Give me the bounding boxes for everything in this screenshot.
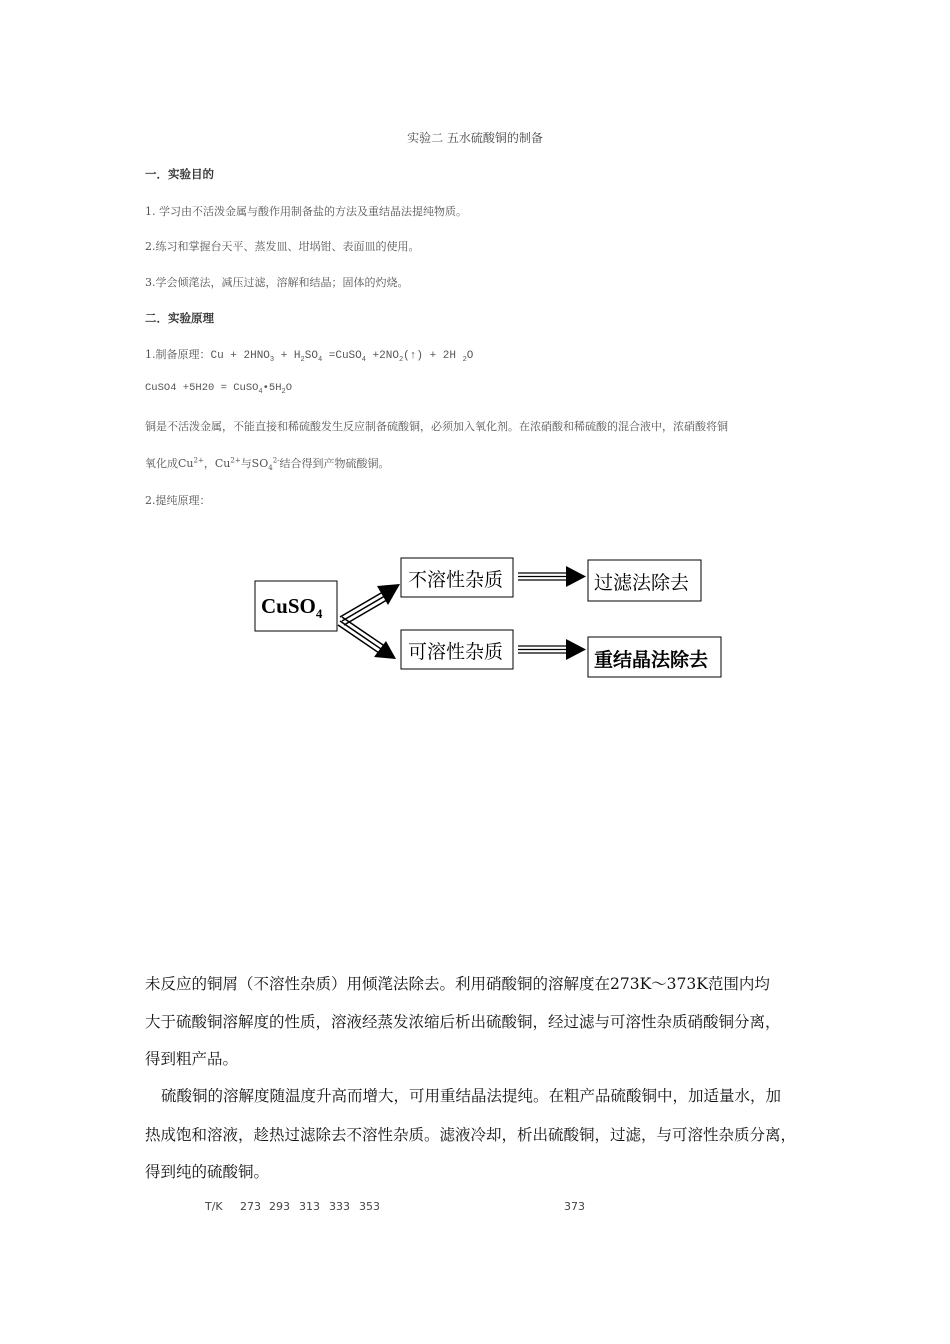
temperature-value: 313: [299, 1200, 320, 1213]
soluble-impurity-label: 可溶性杂质: [408, 641, 504, 663]
preparation-label: 1.制备原理：: [145, 348, 211, 361]
temperature-value: 273: [240, 1200, 261, 1213]
arrow-to-insoluble: [340, 584, 400, 625]
temperature-value: 293: [269, 1200, 290, 1213]
temperature-value: 333: [329, 1200, 350, 1213]
equation-1: $Cu + 2HNO_3 + H_2SO_4$ =CuSO$_4$ $+2NO_2(↑) + 2H$ $_2$O: [210, 350, 474, 365]
purpose-item-1: 1. 学习由不活泼金属与酸作用制备盐的方法及重结晶法提纯物质。: [145, 205, 467, 218]
filtration-label: 过滤法除去: [594, 572, 690, 594]
temperature-value: 373: [564, 1200, 585, 1213]
body-line-4: 硫酸铜的溶解度随温度升高而增大，可用重结晶法提纯。在粗产品硫酸铜中，加适量水，加: [161, 1087, 782, 1105]
temperature-label: T/K: [205, 1200, 223, 1213]
arrow-to-filtration: [518, 566, 586, 587]
principle-paragraph-line-2: 氧化成$Cu^{2+}$，$Cu^{2+}$与$SO_4^{2-}$结合得到产物硫酸铜。: [145, 456, 390, 473]
purpose-item-2: 2.练习和掌握台天平、蒸发皿、坩埚钳、表面皿的使用。: [145, 240, 420, 253]
body-line-1: 未反应的铜屑（不溶性杂质）用倾滗法除去。利用硝酸铜的溶解度在273K～373K范围内均: [145, 975, 770, 993]
insoluble-impurity-label: 不溶性杂质: [408, 569, 504, 591]
purification-flow-diagram: [250, 555, 730, 685]
temperature-value: 353: [359, 1200, 380, 1213]
body-line-3: 得到粗产品。: [145, 1050, 239, 1068]
arrow-to-recrystallization: [518, 639, 586, 660]
cuso4-label: CuSO$_4$: [261, 594, 323, 621]
section-heading-principle: 二．实验原理: [145, 311, 214, 325]
principle-paragraph-line-1: 铜是不活泼金属，不能直接和稀硫酸发生反应制备硫酸铜，必须加入氧化剂。在浓硝酸和稀硫酸的混合液中，浓硝酸将铜: [145, 420, 728, 433]
section-heading-purpose: 一．实验目的: [145, 167, 214, 181]
body-line-2: 大于硫酸铜溶解度的性质，溶液经蒸发浓缩后析出硫酸铜，经过滤与可溶性杂质硝酸铜分离，: [145, 1013, 781, 1031]
body-line-5: 热成饱和溶液，趁热过滤除去不溶性杂质。滤液冷却，析出硫酸铜，过滤，与可溶性杂质分离，: [145, 1126, 797, 1144]
preparation-equation: [145, 346, 473, 364]
solubility-table-header: [205, 1200, 585, 1213]
purpose-item-3: 3.学会倾滗法，减压过滤，溶解和结晶；固体的灼烧。: [145, 276, 409, 289]
equation-2: CuSO4 $+5H20 = CuSO_4•5H_2O$: [145, 382, 293, 397]
body-line-6: 得到纯的硫酸铜。: [145, 1163, 270, 1181]
document-title: 实验二 五水硫酸铜的制备: [407, 131, 543, 145]
recrystallization-label: 重结晶法除去: [594, 649, 709, 671]
purification-label: 2.提纯原理：: [145, 494, 211, 507]
